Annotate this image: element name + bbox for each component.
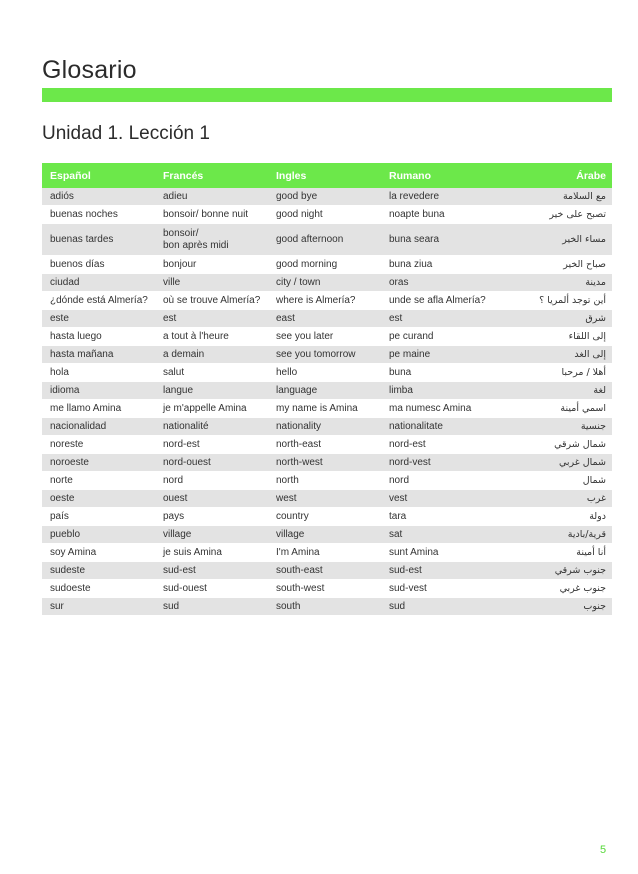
table-row <box>42 274 612 292</box>
header-english: Ingles <box>268 163 381 188</box>
cell-spanish: sudeste <box>42 562 155 580</box>
cell-spanish: buenos días <box>42 256 155 274</box>
cell-romanian: nord-est <box>381 436 494 454</box>
cell-arabic: جنسية <box>494 418 612 436</box>
cell-romanian: buna seara <box>381 224 494 256</box>
cell-spanish: adiós <box>42 188 155 206</box>
cell-english: my name is Amina <box>268 400 381 418</box>
page-number: 5 <box>600 844 607 856</box>
table-row <box>42 562 612 580</box>
header-arabic: Árabe <box>494 163 612 188</box>
cell-arabic: دولة <box>494 508 612 526</box>
cell-french: pays <box>155 508 268 526</box>
table-row <box>42 598 612 616</box>
cell-english: west <box>268 490 381 508</box>
cell-arabic: أنا أمينة <box>494 544 612 562</box>
cell-english: language <box>268 382 381 400</box>
table-row <box>42 346 612 364</box>
cell-french: ville <box>155 274 268 292</box>
cell-spanish: buenas noches <box>42 206 155 224</box>
cell-romanian: sud-est <box>381 562 494 580</box>
cell-spanish: ¿dónde está Almería? <box>42 292 155 310</box>
cell-spanish: hasta luego <box>42 328 155 346</box>
cell-arabic: مدينة <box>494 274 612 292</box>
cell-french: je suis Amina <box>155 544 268 562</box>
cell-english: I'm Amina <box>268 544 381 562</box>
cell-english: country <box>268 508 381 526</box>
table-header-row <box>42 163 612 188</box>
cell-romanian: vest <box>381 490 494 508</box>
table-row <box>42 328 612 346</box>
cell-arabic: جنوب غربي <box>494 580 612 598</box>
table-row <box>42 454 612 472</box>
cell-french: sud <box>155 598 268 616</box>
cell-french: langue <box>155 382 268 400</box>
cell-spanish: país <box>42 508 155 526</box>
cell-english: north-east <box>268 436 381 454</box>
cell-romanian: pe curand <box>381 328 494 346</box>
cell-french: je m'appelle Amina <box>155 400 268 418</box>
cell-french: village <box>155 526 268 544</box>
cell-arabic: تصبح على خير <box>494 206 612 224</box>
header-romanian: Rumano <box>381 163 494 188</box>
cell-arabic: إلى الغد <box>494 346 612 364</box>
cell-romanian: pe maine <box>381 346 494 364</box>
cell-romanian: oras <box>381 274 494 292</box>
cell-romanian: tara <box>381 508 494 526</box>
header-spanish: Español <box>42 163 155 188</box>
cell-english: south-east <box>268 562 381 580</box>
table-row <box>42 382 612 400</box>
header-french: Francés <box>155 163 268 188</box>
cell-english: hello <box>268 364 381 382</box>
cell-english: where is Almería? <box>268 292 381 310</box>
cell-spanish: me llamo Amina <box>42 400 155 418</box>
cell-english: good bye <box>268 188 381 206</box>
cell-french: a tout à l'heure <box>155 328 268 346</box>
cell-arabic: شمال غربي <box>494 454 612 472</box>
table-row <box>42 256 612 274</box>
cell-english: good night <box>268 206 381 224</box>
cell-french: nord-ouest <box>155 454 268 472</box>
cell-french <box>155 224 268 256</box>
cell-arabic: مساء الخير <box>494 224 612 256</box>
cell-french: est <box>155 310 268 328</box>
cell-arabic: شرق <box>494 310 612 328</box>
cell-arabic: أين توجد ألمريا ؟ <box>494 292 612 310</box>
cell-spanish: hola <box>42 364 155 382</box>
cell-spanish: sur <box>42 598 155 616</box>
cell-english: good afternoon <box>268 224 381 256</box>
cell-arabic: صباح الخير <box>494 256 612 274</box>
cell-arabic: لغة <box>494 382 612 400</box>
cell-spanish: oeste <box>42 490 155 508</box>
cell-english: south-west <box>268 580 381 598</box>
cell-spanish: ciudad <box>42 274 155 292</box>
cell-french: nationalité <box>155 418 268 436</box>
cell-french: adieu <box>155 188 268 206</box>
glossary-title: Glosario <box>42 56 137 84</box>
cell-romanian: sunt Amina <box>381 544 494 562</box>
cell-arabic: شمال <box>494 472 612 490</box>
cell-french: nord <box>155 472 268 490</box>
cell-spanish: pueblo <box>42 526 155 544</box>
table-row <box>42 364 612 382</box>
cell-english: village <box>268 526 381 544</box>
table-row <box>42 544 612 562</box>
cell-spanish: este <box>42 310 155 328</box>
table-row <box>42 224 612 256</box>
cell-spanish: sudoeste <box>42 580 155 598</box>
table-row <box>42 400 612 418</box>
cell-spanish: hasta mañana <box>42 346 155 364</box>
table-row <box>42 436 612 454</box>
table-row <box>42 310 612 328</box>
cell-french: ouest <box>155 490 268 508</box>
cell-english: see you later <box>268 328 381 346</box>
cell-french: sud-ouest <box>155 580 268 598</box>
cell-french-line: bonsoir/ <box>163 227 199 239</box>
cell-romanian: limba <box>381 382 494 400</box>
cell-arabic: شمال شرقي <box>494 436 612 454</box>
cell-spanish: nacionalidad <box>42 418 155 436</box>
table-row <box>42 292 612 310</box>
cell-english: east <box>268 310 381 328</box>
cell-english: good morning <box>268 256 381 274</box>
table-row <box>42 580 612 598</box>
cell-french: bonsoir/ bonne nuit <box>155 206 268 224</box>
cell-romanian: nord <box>381 472 494 490</box>
cell-romanian: ma numesc Amina <box>381 400 494 418</box>
cell-french: sud-est <box>155 562 268 580</box>
cell-spanish: norte <box>42 472 155 490</box>
table-row <box>42 418 612 436</box>
cell-english: city / town <box>268 274 381 292</box>
cell-romanian: noapte buna <box>381 206 494 224</box>
cell-arabic: مع السلامة <box>494 188 612 206</box>
cell-arabic: غرب <box>494 490 612 508</box>
cell-arabic: جنوب <box>494 598 612 616</box>
cell-romanian: buna <box>381 364 494 382</box>
cell-arabic: أهلا / مرحبا <box>494 364 612 382</box>
cell-romanian: la revedere <box>381 188 494 206</box>
cell-spanish: noroeste <box>42 454 155 472</box>
cell-romanian: sud-vest <box>381 580 494 598</box>
cell-romanian: sat <box>381 526 494 544</box>
cell-arabic: قرية/بادية <box>494 526 612 544</box>
cell-english: see you tomorrow <box>268 346 381 364</box>
cell-arabic: جنوب شرقي <box>494 562 612 580</box>
cell-spanish: soy Amina <box>42 544 155 562</box>
cell-spanish: noreste <box>42 436 155 454</box>
title-underline-bar <box>42 88 612 102</box>
cell-spanish: buenas tardes <box>42 224 155 256</box>
cell-arabic: اسمي أمينة <box>494 400 612 418</box>
table-row <box>42 490 612 508</box>
cell-french-line: bon après midi <box>163 239 229 251</box>
glossary-table <box>42 163 612 616</box>
table-row <box>42 206 612 224</box>
cell-romanian: nord-vest <box>381 454 494 472</box>
cell-romanian: unde se afla Almería? <box>381 292 494 310</box>
table-row <box>42 188 612 206</box>
cell-french: a demain <box>155 346 268 364</box>
cell-english: nationality <box>268 418 381 436</box>
section-subtitle: Unidad 1. Lección 1 <box>42 123 210 144</box>
cell-romanian: est <box>381 310 494 328</box>
cell-arabic: إلى اللقاء <box>494 328 612 346</box>
cell-romanian: sud <box>381 598 494 616</box>
cell-french: salut <box>155 364 268 382</box>
cell-french: où se trouve Almería? <box>155 292 268 310</box>
cell-spanish: idioma <box>42 382 155 400</box>
cell-french: bonjour <box>155 256 268 274</box>
cell-romanian: nationalitate <box>381 418 494 436</box>
cell-romanian: buna ziua <box>381 256 494 274</box>
table-row <box>42 526 612 544</box>
cell-english: north <box>268 472 381 490</box>
table-row <box>42 472 612 490</box>
cell-english: north-west <box>268 454 381 472</box>
table-row <box>42 508 612 526</box>
cell-french: nord-est <box>155 436 268 454</box>
cell-english: south <box>268 598 381 616</box>
table-body <box>42 188 612 616</box>
